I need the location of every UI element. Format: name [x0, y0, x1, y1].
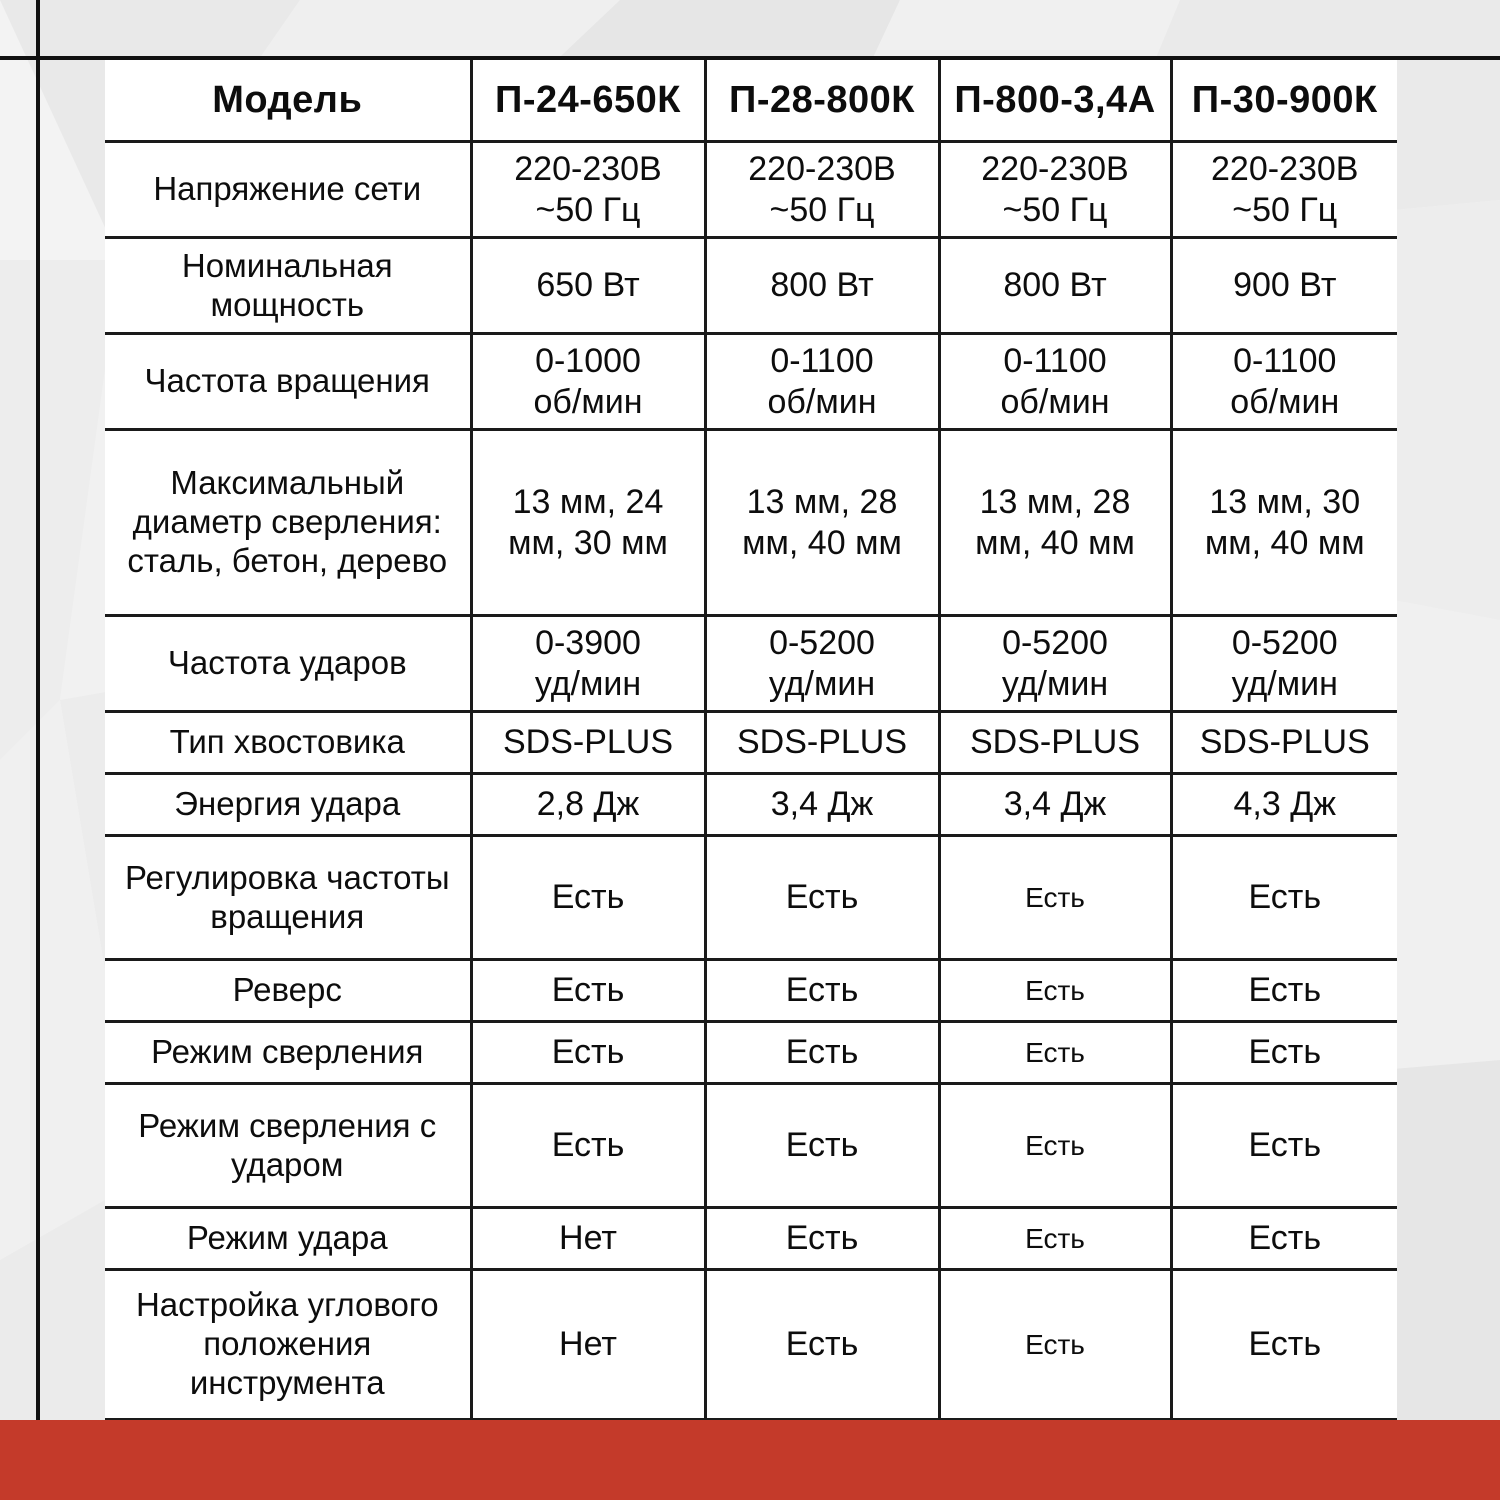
value-cell: SDS-PLUS — [471, 712, 705, 774]
value-cell: 13 мм, 28 мм, 40 мм — [939, 430, 1171, 616]
value-cell: Есть — [471, 960, 705, 1022]
table-row — [105, 1208, 1397, 1270]
value-cell: Есть — [939, 1084, 1171, 1208]
value-cell: Есть — [939, 1270, 1171, 1420]
table-row — [105, 836, 1397, 960]
value-cell: 0-1100 об/мин — [705, 334, 939, 430]
value-cell: Есть — [1171, 1270, 1397, 1420]
value-cell: SDS-PLUS — [705, 712, 939, 774]
value-cell: 4,3 Дж — [1171, 774, 1397, 836]
value-cell: 3,4 Дж — [705, 774, 939, 836]
value-cell: 800 Вт — [939, 238, 1171, 334]
value-cell: SDS-PLUS — [939, 712, 1171, 774]
value-cell: SDS-PLUS — [1171, 712, 1397, 774]
table-row — [105, 238, 1397, 334]
param-label: Режим удара — [105, 1208, 471, 1270]
value-cell: Есть — [471, 1084, 705, 1208]
value-cell: 0-3900 уд/мин — [471, 616, 705, 712]
table-header-row — [105, 60, 1397, 142]
header-model-1: П-24-650К — [471, 60, 705, 142]
table-row — [105, 1084, 1397, 1208]
value-cell: 220-230В ~50 Гц — [939, 142, 1171, 238]
bottom-accent-band — [0, 1420, 1500, 1500]
table-row — [105, 334, 1397, 430]
value-cell: 220-230В ~50 Гц — [705, 142, 939, 238]
value-cell: Есть — [705, 1208, 939, 1270]
value-cell: Есть — [1171, 836, 1397, 960]
value-cell: 0-5200 уд/мин — [705, 616, 939, 712]
value-cell: Есть — [705, 1270, 939, 1420]
value-cell: 0-5200 уд/мин — [939, 616, 1171, 712]
value-cell: Есть — [471, 1022, 705, 1084]
value-cell: 13 мм, 28 мм, 40 мм — [705, 430, 939, 616]
spec-table-container — [105, 60, 1397, 1482]
table-row — [105, 712, 1397, 774]
table-row — [105, 960, 1397, 1022]
table-row — [105, 430, 1397, 616]
value-cell: Есть — [939, 1208, 1171, 1270]
value-cell: Есть — [705, 1022, 939, 1084]
param-label: Напряжение сети — [105, 142, 471, 238]
value-cell: Есть — [471, 836, 705, 960]
value-cell: 0-1100 об/мин — [939, 334, 1171, 430]
value-cell: 0-1100 об/мин — [1171, 334, 1397, 430]
value-cell: Есть — [939, 960, 1171, 1022]
table-body — [105, 142, 1397, 1482]
table-row — [105, 774, 1397, 836]
value-cell: 13 мм, 30 мм, 40 мм — [1171, 430, 1397, 616]
value-cell: Есть — [705, 836, 939, 960]
value-cell: Есть — [1171, 960, 1397, 1022]
value-cell: Есть — [939, 836, 1171, 960]
value-cell: Нет — [471, 1270, 705, 1420]
param-label: Энергия удара — [105, 774, 471, 836]
header-model-2: П-28-800К — [705, 60, 939, 142]
param-label: Регулировка частоты вращения — [105, 836, 471, 960]
param-label: Максимальный диаметр сверления: сталь, бетон, дерево — [105, 430, 471, 616]
param-label: Частота ударов — [105, 616, 471, 712]
value-cell: Есть — [1171, 1208, 1397, 1270]
value-cell: Есть — [939, 1022, 1171, 1084]
param-label: Номинальная мощность — [105, 238, 471, 334]
value-cell: Нет — [471, 1208, 705, 1270]
value-cell: 13 мм, 24 мм, 30 мм — [471, 430, 705, 616]
value-cell: 0-5200 уд/мин — [1171, 616, 1397, 712]
value-cell: 220-230В ~50 Гц — [471, 142, 705, 238]
value-cell: Есть — [1171, 1022, 1397, 1084]
table-row — [105, 1270, 1397, 1420]
specification-comparison-table — [105, 60, 1397, 1482]
param-label: Реверс — [105, 960, 471, 1022]
value-cell: 0-1000 об/мин — [471, 334, 705, 430]
table-row — [105, 616, 1397, 712]
frame-top-rule — [0, 56, 1500, 60]
value-cell: 3,4 Дж — [939, 774, 1171, 836]
param-label: Тип хвостовика — [105, 712, 471, 774]
param-label: Режим сверления — [105, 1022, 471, 1084]
value-cell: Есть — [705, 1084, 939, 1208]
header-model-4: П-30-900К — [1171, 60, 1397, 142]
value-cell: 800 Вт — [705, 238, 939, 334]
value-cell: 220-230В ~50 Гц — [1171, 142, 1397, 238]
value-cell: Есть — [1171, 1084, 1397, 1208]
value-cell: 2,8 Дж — [471, 774, 705, 836]
value-cell: 650 Вт — [471, 238, 705, 334]
param-label: Частота вращения — [105, 334, 471, 430]
table-row — [105, 1022, 1397, 1084]
header-model-3: П-800-3,4А — [939, 60, 1171, 142]
table-row — [105, 142, 1397, 238]
value-cell: 900 Вт — [1171, 238, 1397, 334]
header-parameter: Модель — [105, 60, 471, 142]
value-cell: Есть — [705, 960, 939, 1022]
frame-left-rule — [36, 0, 40, 1420]
param-label: Режим сверления с ударом — [105, 1084, 471, 1208]
param-label: Настройка углового положения инструмента — [105, 1270, 471, 1420]
